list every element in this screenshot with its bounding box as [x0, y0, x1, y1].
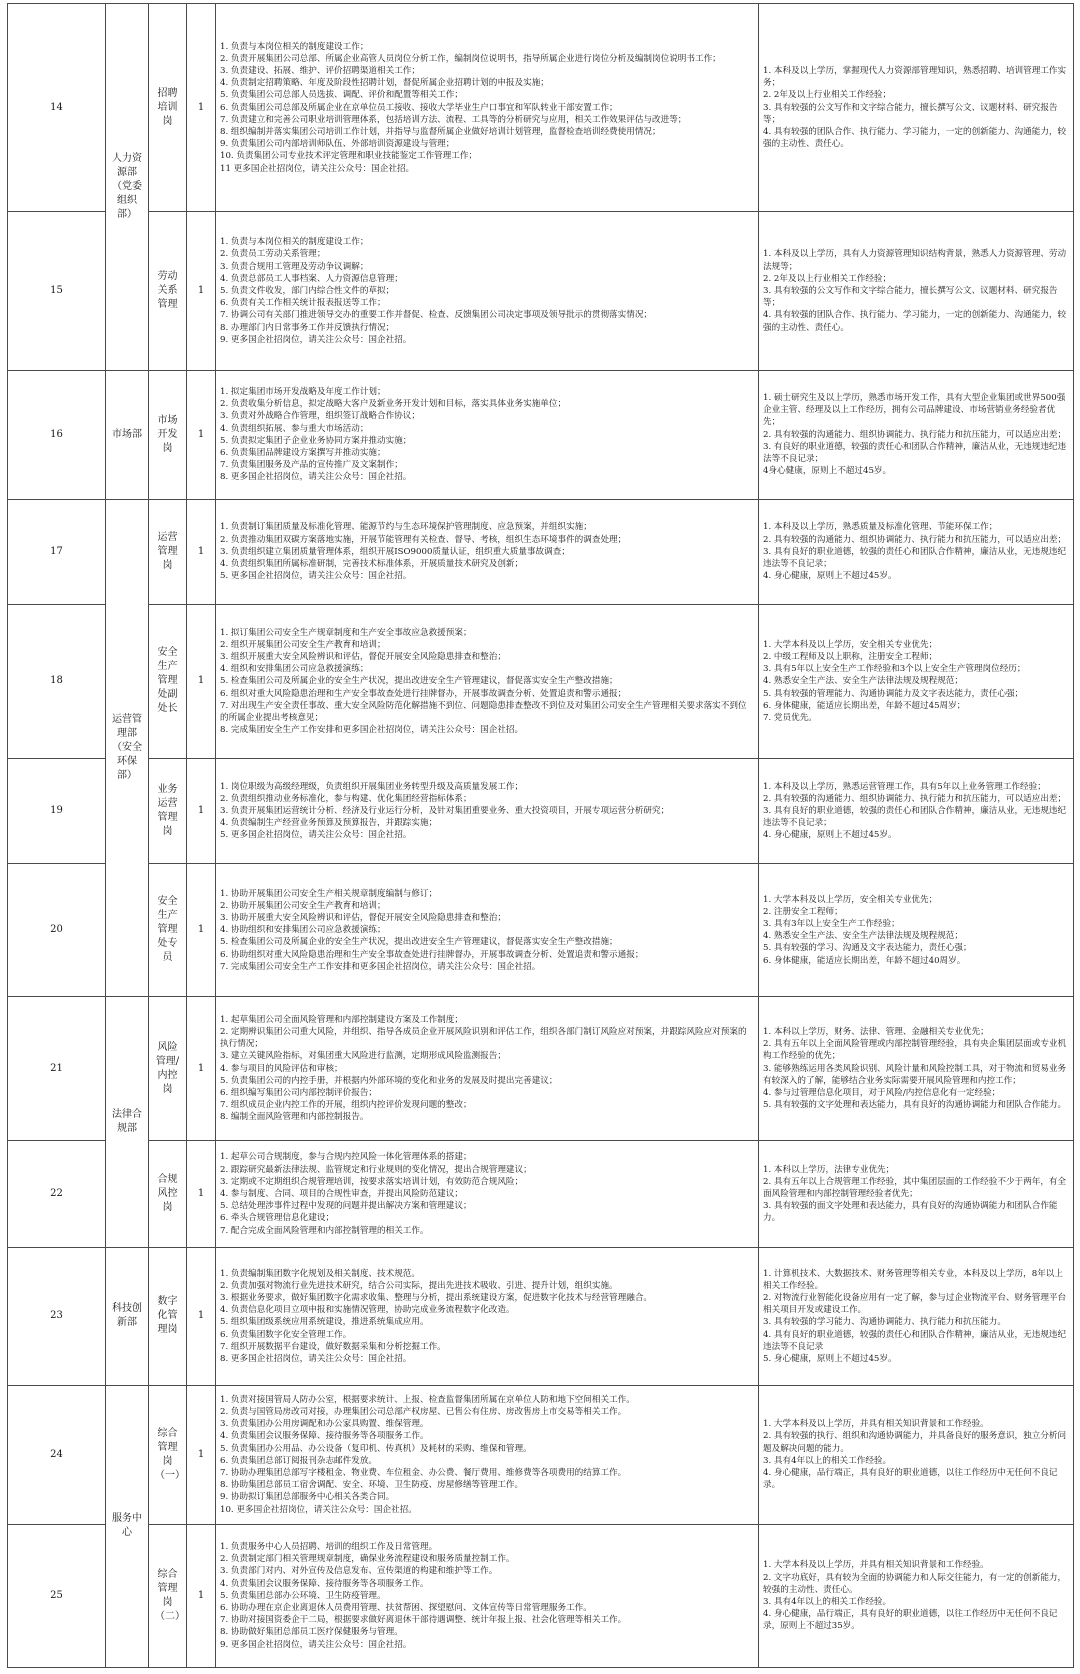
department-cell: 法律合规部 — [106, 997, 149, 1248]
requirements-cell — [759, 1385, 1074, 1524]
duty-item: 2. 负责组织推动业务标准化，参与构建、优化集团经营指标体系； — [220, 793, 472, 804]
post-name: 综合管理岗（二） — [149, 1524, 187, 1667]
requirement-item: 3. 具有良好的职业道德，较强的责任心和团队合作精神，廉洁从业，无违规违纪违法等不良记录； — [763, 546, 1067, 569]
requirement-item: 2. 中级工程师及以上职称，注册安全工程师； — [763, 651, 938, 662]
duty-item: 9. 更多国企社招岗位，请关注公众号：国企社招。 — [220, 1639, 412, 1650]
duty-item: 4. 负责编制生产经营业务预算及预算报告，并跟踪实施； — [220, 818, 438, 829]
requirement-item: 4身心健康，原则上不超过45岁。 — [763, 466, 892, 477]
duty-item: 3. 负责对外战略合作管理，组织签订战略合作协议； — [220, 411, 420, 422]
duty-item: 6. 组织对重大风险隐患治理和生产安全事故查处进行挂牌督办，开展事故调查分析、处置追责和警示通报； — [220, 688, 627, 699]
post-name: 安全生产管理处专员 — [149, 864, 187, 997]
requirement-item: 2. 对物流行业智能化设备应用有一定了解，参与过企业物流平台、财务管理平台相关项目开发或建设工作。 — [763, 1293, 1067, 1316]
duty-item: 7. 完成集团公司安全生产工作安排和更多国企社招岗位，请关注公众号：国企社招。 — [220, 961, 541, 972]
requirement-item: 3. 具有较强的学习能力、沟通协调能力、执行能力和抗压能力。 — [763, 1317, 1006, 1328]
requirement-item: 1. 硕士研究生及以上学历，熟悉市场开发工作，具有大型企业集团或世界500强企业主管、经理及以上工作经历，拥有公司品牌建设、市场营销业务经验者优先； — [763, 393, 1066, 428]
post-name: 招聘培训岗 — [149, 4, 187, 212]
headcount: 1 — [187, 997, 216, 1141]
duty-item: 1. 负责编制集团数字化规划及相关制度、技术规范。 — [220, 1268, 420, 1279]
requirement-item: 4. 身心健康，原则上不超过45岁。 — [763, 571, 897, 582]
duty-item: 5. 更多国企社招岗位，请关注公众号：国企社招。 — [220, 571, 412, 582]
headcount: 1 — [187, 1248, 216, 1386]
requirement-item: 4. 身心健康，原则上不超过45岁。 — [763, 830, 897, 841]
row-number: 24 — [8, 1385, 106, 1524]
duties-cell — [216, 370, 759, 499]
row-number: 22 — [8, 1141, 106, 1248]
duty-item: 7. 组织成员企业内控工作的开展，组织内控评价发现问题的整改； — [220, 1100, 472, 1111]
requirement-item: 4. 具有较强的团队合作、执行能力、学习能力，一定的创新能力、沟通能力，较强的主动性、责任心。 — [763, 126, 1067, 150]
duty-item: 1. 起草集团公司全面风险管理和内部控制建设方案及工作制度； — [220, 1014, 463, 1025]
table-row — [8, 370, 1074, 499]
requirements-cell — [759, 4, 1074, 212]
requirement-item: 4. 身心健康，品行端正，具有良好的职业道德，以往工作经历中无任何不良记录。 — [763, 1468, 1058, 1491]
requirement-item: 1. 本科及以上学历，熟悉质量及标准化管理、节能环保工作； — [763, 522, 998, 533]
table-row — [8, 212, 1074, 371]
requirement-item: 2. 具有较强的沟通能力、组织协调能力、执行能力和抗压能力，可以适应出差； — [763, 534, 1067, 545]
requirement-item: 5. 具有较强的文字处理和表达能力，具有良好的沟通协调能力和团队合作能力。 — [763, 1100, 1067, 1111]
duties-cell — [216, 1385, 759, 1524]
requirement-item: 6. 身体健康，能适应长期出差，年龄不超过45周岁； — [763, 700, 966, 711]
duty-item: 3. 负责开展集团运营统计分析、经济及行业运行分析，及针对集团重要业务、重大投资项目，开展专项运营分析研究； — [220, 805, 670, 816]
duty-item: 5. 负责文件收发，部门内综合性文件的草拟； — [220, 286, 395, 297]
duty-item: 9. 协助拟订集团总部服务中心相关各类合同。 — [220, 1492, 395, 1503]
department-cell: 运营管理部（安全环保部） — [106, 499, 149, 997]
requirement-item: 3. 具有较强的公文写作和文字综合能力，擅长撰写公文、议题材料、研究报告等； — [763, 102, 1058, 125]
duty-item: 4. 负责信息化项目立项申报和实施情况管理，协助完成业务流程数字化改造。 — [220, 1305, 515, 1316]
duties-cell — [216, 499, 759, 605]
duty-item: 6. 负责集团品牌建设方案撰写并推动实施； — [220, 447, 386, 458]
duty-item: 2. 负责加强对物流行业先进技术研究，结合公司实际，提出先进技术吸收、引进、提升计划，组织实施。 — [220, 1280, 618, 1291]
table-row — [8, 1141, 1074, 1248]
duty-item: 8. 协助做好集团总部员工医疗保健服务与管理。 — [220, 1627, 403, 1638]
requirement-item: 2. 具有较强的执行、组织和沟通协调能力，并具备良好的服务意识，独立分析问题及解决问题的能力。 — [763, 1431, 1067, 1454]
duty-item: 3. 负责组织建立集团质量管理体系，组织开展ISO9000质量认证，组织重大质量事故调查； — [220, 546, 570, 557]
requirement-item: 3. 具有4年以上的相关工作经验。 — [763, 1455, 892, 1466]
duty-item: 6. 负责集团总部订阅报刊杂志邮件发放。 — [220, 1455, 378, 1466]
duty-item: 3. 根据业务要求，做好集团数字化需求收集、整理与分析，提出系统建设方案，促进数字化技术与经营管理融合。 — [220, 1293, 653, 1304]
duty-item: 3. 定期或不定期组织合规管理培训，按要求落实培训计划，有效防范合规风险； — [220, 1176, 524, 1187]
duty-item: 3. 负责建设、拓展、维护、评价招聘渠道相关工作； — [220, 65, 420, 76]
duty-item: 7. 组织开展数据平台建设，做好数据采集和分析挖掘工作。 — [220, 1341, 446, 1352]
requirements-cell — [759, 212, 1074, 371]
duty-item: 5. 负责集团公司的内控手册，并根据内外部环境的变化和业务的发展及时提出完善建议； — [220, 1075, 558, 1086]
requirement-item: 3. 具有较强的公文写作和文字综合能力，擅长撰写公文、议题材料、研究报告等； — [763, 286, 1058, 309]
row-number: 15 — [8, 212, 106, 371]
duty-item: 5. 总结处理涉事件过程中发现的问题并提出解决方案和管理建议； — [220, 1201, 472, 1212]
duty-item: 2. 跟踪研究最新法律法规、监管规定和行业规则的变化情况，提出合规管理建议； — [220, 1164, 532, 1175]
post-name: 运营管理岗 — [149, 499, 187, 605]
requirement-item: 1. 大学本科及以上学历，并具有相关知识背景和工作经验。 — [763, 1419, 989, 1430]
duty-item: 3. 负责集团办公用房调配和办公家具购置、维保管理。 — [220, 1419, 429, 1430]
department-cell: 服务中心 — [106, 1385, 149, 1667]
post-name: 业务运营管理岗 — [149, 758, 187, 864]
duty-item: 4. 参与项目的风险评估和审核； — [220, 1063, 343, 1074]
headcount: 1 — [187, 4, 216, 212]
requirements-cell — [759, 1141, 1074, 1248]
requirement-item: 3. 具有5年以上安全生产工作经验和3个以上安全生产管理岗位经历； — [763, 664, 1026, 675]
headcount: 1 — [187, 1524, 216, 1667]
duty-item: 8. 组织编制并落实集团公司培训工作计划，并指导与监督所属企业做好培训计划管理，监督检查培训经费使用情况； — [220, 126, 661, 137]
duty-item: 6. 负责集团公司总部及所属企业在京单位员工接收、接收大学毕业生户口事宜和军队转业干部安置工作； — [220, 102, 618, 113]
duty-item: 9. 更多国企社招岗位，请关注公众号：国企社招。 — [220, 334, 412, 345]
row-number: 14 — [8, 4, 106, 212]
duty-item: 3. 负责合规用工管理及劳动争议调解； — [220, 261, 369, 272]
headcount: 1 — [187, 212, 216, 371]
requirement-item: 3. 具有良好的职业道德，较强的责任心和团队合作精神，廉洁从业，无违规违纪违法等不良记录； — [763, 805, 1067, 829]
duty-item: 1. 负责与本岗位相关的制度建设工作； — [220, 41, 369, 52]
duties-cell — [216, 997, 759, 1141]
duties-cell — [216, 1141, 759, 1248]
duty-item: 10. 负责集团公司专业技术评定管理和职业技能鉴定工作管理工作； — [220, 151, 478, 162]
duty-item: 8. 编制全面风险管理和内部控制报告。 — [220, 1112, 369, 1123]
table-row — [8, 864, 1074, 997]
requirement-item: 4. 具有良好的职业道德，较强的责任心和团队合作精神，廉洁从业，无违规违纪违法等不良记录 — [763, 1329, 1067, 1352]
duty-item: 10. 更多国企社招岗位，请关注公众号：国企社招。 — [220, 1504, 417, 1515]
table-row — [8, 1524, 1074, 1667]
post-name: 市场开发岗 — [149, 370, 187, 499]
duties-cell — [216, 864, 759, 997]
requirement-item: 7. 党员优先。 — [763, 712, 817, 723]
duty-item: 2. 定期辨识集团公司重大风险，并组织、指导各成员企业开展风险识别和评估工作，组织各部门制订风险应对预案，并跟踪风险应对预案的执行情况； — [220, 1026, 747, 1050]
table-row — [8, 1385, 1074, 1524]
duty-item: 8. 办理部门内日常事务工作并反馈执行情况； — [220, 322, 395, 333]
duty-item: 7. 协调公司有关部门推进领导交办的重要工作并督促、检查、反馈集团公司决定事项及领导批示的贯彻落实情况； — [220, 310, 653, 321]
requirement-item: 6. 身体健康，能适应长期出差，年龄不超过40周岁。 — [763, 955, 966, 966]
duty-item: 6. 牵头合规管理信息化建设； — [220, 1213, 335, 1224]
duty-item: 8. 协助集团总部员工宿舍调配、安全、环境、卫生防疫、房屋修缮等管理工作。 — [220, 1480, 524, 1491]
requirement-item: 2. 具有较强的沟通能力、组织协调能力、执行能力和抗压能力，可以适应出差； — [763, 793, 1067, 804]
recruitment-table — [7, 3, 1074, 1668]
headcount: 1 — [187, 370, 216, 499]
duty-item: 1. 起草公司合规制度，参与合规内控风险一体化管理体系的搭建； — [220, 1152, 472, 1163]
duty-item: 4. 参与制度、合同、项目的合规性审查，并提出风险防范建议； — [220, 1189, 463, 1200]
requirements-cell — [759, 1524, 1074, 1667]
post-name: 数字化管理岗 — [149, 1248, 187, 1386]
duty-item: 4. 负责总部员工人事档案、人力资源信息管理； — [220, 273, 403, 284]
department-cell: 科技创新部 — [106, 1248, 149, 1386]
duty-item: 4. 组织和安排集团公司应急救援演练； — [220, 664, 369, 675]
duty-item: 8. 更多国企社招岗位，请关注公众号：国企社招。 — [220, 1354, 412, 1365]
duty-item: 3. 建立关键风险指标，对集团重大风险进行监测，定期形成风险监测报告； — [220, 1051, 506, 1062]
duty-item: 3. 协助开展重大安全风险辨识和评估，督促开展安全风险隐患排查和整治； — [220, 912, 506, 923]
duty-item: 5. 负责拟定集团子企业业务协同方案并推动实施； — [220, 435, 412, 446]
post-name: 综合管理岗（一） — [149, 1385, 187, 1524]
headcount: 1 — [187, 864, 216, 997]
requirements-cell — [759, 1248, 1074, 1386]
duty-item: 5. 负责集团公司总部人员选拔、调配、评价和配置等相关工作； — [220, 90, 463, 101]
duty-item: 4. 负责集团会议服务保障、接待服务等各项服务工作。 — [220, 1431, 429, 1442]
headcount: 1 — [187, 499, 216, 605]
duty-item: 6. 负责有关工作相关统计报表报送等工作； — [220, 298, 386, 309]
duties-cell — [216, 1248, 759, 1386]
duty-item: 1. 负责与本岗位相关的制度建设工作； — [220, 237, 369, 248]
duty-item: 4. 负责组织拓展、参与重大市场活动； — [220, 423, 369, 434]
duty-item: 5. 负责集团办公用品、办公设备（复印机、传真机）及耗材的采购、维保和管理。 — [220, 1443, 532, 1454]
duty-item: 6. 组织编写集团公司内部控制评价报告； — [220, 1088, 378, 1098]
requirements-cell — [759, 864, 1074, 997]
requirement-item: 1. 大学本科及以上学历，安全相关专业优先； — [763, 894, 938, 905]
requirements-cell — [759, 758, 1074, 864]
requirement-item: 2. 具有较强的沟通能力、组织协调能力、执行能力和抗压能力，可以适应出差； — [763, 429, 1067, 440]
requirement-item: 4. 身心健康，品行端正，具有良好的职业道德，以往工作经历中无任何不良记录，原则上不超过35岁。 — [763, 1609, 1058, 1632]
department-cell: 市场部 — [106, 370, 149, 499]
duty-item: 1. 协助开展集团公司安全生产相关规章制度编制与修订； — [220, 888, 438, 899]
duties-cell — [216, 758, 759, 864]
duty-item: 4. 负责集团会议服务保障、接待服务等各项服务工作。 — [220, 1578, 429, 1589]
row-number: 17 — [8, 499, 106, 605]
duty-item: 2. 负责制定部门相关管理规章制度，确保业务流程建设和服务质量控制工作。 — [220, 1554, 515, 1565]
duty-item: 2. 组织开展集团公司安全生产教育和培训； — [220, 639, 386, 650]
requirement-item: 1. 本科及以上学历，熟悉运营管理工作，具有5年以上业务管理工作经验； — [763, 781, 1046, 792]
table-row — [8, 499, 1074, 605]
row-number: 18 — [8, 605, 106, 758]
duty-item: 7. 协助办理集团总部写字楼租金、物业费、车位租金、办公费、餐厅费用、维修费等各项费用的结算工作。 — [220, 1468, 627, 1479]
duty-item: 2. 负责推动集团双碳方案落地实施，开展节能管理有关检查、督导、考核，组织生态环境事件的调查处理； — [220, 534, 627, 545]
headcount: 1 — [187, 758, 216, 864]
post-name: 劳动关系管理 — [149, 212, 187, 371]
requirements-cell — [759, 997, 1074, 1141]
table-body — [8, 4, 1074, 1668]
department-cell: 人力资源部（党委组织部） — [106, 4, 149, 371]
requirements-cell — [759, 499, 1074, 605]
duty-item: 5. 组织集团级系统应用系统建设，推进系统集成应用。 — [220, 1317, 429, 1328]
duties-cell — [216, 1524, 759, 1667]
table-row — [8, 4, 1074, 212]
requirement-item: 1. 大学本科及以上学历，并具有相关知识背景和工作经验。 — [763, 1560, 989, 1571]
requirements-cell — [759, 605, 1074, 758]
requirement-item: 2. 具有五年以上合规管理工作经验，其中集团层面的工作经验不少于两年，有全面风险管理和内部控制管理经验者优先； — [763, 1176, 1067, 1200]
requirement-item: 4. 具有较强的团队合作、执行能力、学习能力，一定的创新能力、沟通能力，较强的主动性、责任心。 — [763, 310, 1067, 333]
duties-cell — [216, 605, 759, 758]
requirement-item: 1. 本科及以上学历，具有人力资源管理知识结构背景，熟悉人力资源管理、劳动法规等； — [763, 249, 1067, 272]
duty-item: 7. 负责建立和完善公司职业培训管理体系，包括培训方法、流程、工具等的分析研究与应用，相关工作效果评估与改进等； — [220, 114, 687, 125]
requirement-item: 5. 具有较强的学习、沟通及文字表达能力，责任心强； — [763, 943, 972, 954]
requirement-item: 2. 具有五年以上全面风险管理或内部控制管理经验，具有央企集团层面或专业机构工作经验的优先； — [763, 1039, 1067, 1062]
duty-item: 5. 更多国企社招岗位，请关注公众号：国企社招。 — [220, 830, 412, 841]
requirement-item: 3. 有良好的职业道德，较强的责任心和团队合作精神，廉洁从业，无违规违纪违法等不良记录； — [763, 441, 1067, 465]
duty-item: 6. 协助办理在京企业离退休人员费用管理、扶贫帮困、探望慰问、文体宣传等日常管理服务工作。 — [220, 1603, 592, 1614]
duty-item: 5. 检查集团公司及所属企业的安全生产状况，提出改进安全生产管理建议，督促落实安全生产整改措施； — [220, 676, 618, 687]
headcount: 1 — [187, 1141, 216, 1248]
requirement-item: 2. 文字功底好，具有较为全面的协调能力和人际交往能力，有一定的创新能力，较强的主动性、责任心。 — [763, 1572, 1067, 1595]
requirement-item: 3. 具有3年以上安全生产工作经验； — [763, 919, 900, 930]
duty-item: 2. 协助开展集团公司安全生产教育和培训； — [220, 900, 386, 911]
row-number: 23 — [8, 1248, 106, 1386]
duty-item: 2. 负责员工劳动关系管理； — [220, 249, 326, 260]
duty-item: 6. 协助组织对重大风险隐患治理和生产安全事故查处进行挂牌督办，开展事故调查分析、处置追责和警示通报； — [220, 949, 644, 960]
row-number: 20 — [8, 864, 106, 997]
duties-cell — [216, 212, 759, 371]
duty-item: 4. 负责组织集团所属标准研制，完善技术标准体系，开展质量技术研究及创新； — [220, 559, 524, 569]
requirement-item: 1. 本科以上学历，财务、法律、管理、金融相关专业优先； — [763, 1026, 989, 1037]
requirement-item: 4. 参与过管理信息化项目，对于风险/内控信息化有一定经验； — [763, 1088, 1001, 1098]
row-number: 19 — [8, 758, 106, 864]
requirement-item: 3. 具有较强的面文字处理和表达能力，具有良好的沟通协调能力和团队合作能力。 — [763, 1201, 1058, 1224]
duty-item: 3. 组织开展重大安全风险辨识和评估，督促开展安全风险隐患排查和整治； — [220, 651, 506, 662]
requirement-item: 2. 注册安全工程师； — [763, 906, 843, 917]
table-row — [8, 997, 1074, 1141]
requirements-cell — [759, 370, 1074, 499]
duty-item: 1. 负责对接国管局人防办公室，根据要求统计、上报、检查监督集团所属在京单位人防和地下空间相关工作。 — [220, 1394, 635, 1405]
requirement-item: 1. 计算机技术、大数据技术、财务管理等相关专业，本科及以上学历，8年以上相关工作经验。 — [763, 1268, 1063, 1291]
headcount: 1 — [187, 605, 216, 758]
requirement-item: 3. 具有4年以上的相关工作经验。 — [763, 1596, 892, 1607]
duty-item: 6. 负责集团数字化安全管理工作。 — [220, 1329, 352, 1340]
duty-item: 4. 负责制定招聘策略、年度及阶段性招聘计划，督促所属企业招聘计划的申报及实施； — [220, 78, 549, 89]
row-number: 16 — [8, 370, 106, 499]
row-number: 21 — [8, 997, 106, 1141]
duty-item: 7. 负责集团服务及产品的宣传推广及文案制作； — [220, 460, 403, 471]
requirement-item: 2. 2年及以上行业相关工作经验； — [763, 273, 892, 284]
duty-item: 2. 负责开展集团公司总部、所属企业高管人员岗位分析工作，编制岗位说明书，指导所属企业进行岗位分析及编制岗位说明书工作； — [220, 53, 721, 64]
duty-item: 1. 岗位职级为高级经理级，负责组织开展集团业务转型升级及高质量发展工作； — [220, 781, 524, 792]
requirement-item: 4. 熟悉安全生产法、安全生产法律法规及规程规范； — [763, 931, 963, 942]
headcount: 1 — [187, 1385, 216, 1524]
duty-item: 1. 负责服务中心人员招聘、培训的组织工作及日常管理。 — [220, 1542, 438, 1552]
requirement-item: 5. 身心健康，原则上不超过45岁。 — [763, 1354, 897, 1365]
post-name: 合规风控岗 — [149, 1141, 187, 1248]
duty-item: 1. 负责制订集团质量及标准化管理、能源节约与生态环境保护管理制度、应急预案，并组织实施； — [220, 522, 592, 533]
duty-item: 5. 负责集团总部办公环境、卫生防疫管理。 — [220, 1590, 386, 1601]
duty-item: 11 更多国企社招岗位，请关注公众号：国企社招。 — [220, 163, 415, 174]
requirement-item: 3. 能够熟练运用各类风险识别、风险计量和风险控制工具，对于物流和贸易业务有较深入的了解，能够结合业务实际需要开展风险管理和内控工作； — [763, 1063, 1067, 1086]
duty-item: 7. 协助对接国资委企干二局，根据要求做好离退休干部待遇调整、统计年报上报、社会化管理等相关工作。 — [220, 1615, 627, 1626]
requirement-item: 2. 2年及以上行业相关工作经验； — [763, 90, 892, 101]
requirement-item: 5. 具有较强的管理能力、沟通协调能力及文字表达能力，责任心强； — [763, 688, 1024, 699]
duty-item: 8. 更多国企社招岗位，请关注公众号：国企社招。 — [220, 472, 412, 483]
duty-item: 7. 对出现生产安全责任事故、重大安全风险防范化解措施不到位、问题隐患排查整改不到位及对集团公司安全生产管理相关要求落实不到位的所属企业提出考核意见； — [220, 700, 747, 723]
row-number: 25 — [8, 1524, 106, 1667]
duties-cell — [216, 4, 759, 212]
duty-item: 4. 协助组织和安排集团公司应急救援演练； — [220, 925, 386, 936]
requirement-item: 1. 本科及以上学历，掌握现代人力资源部管理知识，熟悉招聘、培训管理工作实务； — [763, 65, 1067, 89]
post-name: 风险管理/内控岗 — [149, 997, 187, 1141]
post-name: 安全生产管理处副处长 — [149, 605, 187, 758]
table-row — [8, 758, 1074, 864]
duty-item: 9. 负责集团公司内部培训师队伍、外部培训资源建设与管理； — [220, 139, 455, 150]
duty-item: 1. 拟定集团市场开发战略及年度工作计划； — [220, 386, 386, 397]
duty-item: 2. 负责收集分析信息，拟定战略大客户及新业务开发计划和目标，落实具体业务实施单位； — [220, 399, 567, 410]
duty-item: 3. 负责部门对内、对外宣传及信息发布、宣传渠道的构建和维护等工作。 — [220, 1566, 498, 1577]
requirement-item: 1. 大学本科及以上学历，安全相关专业优先； — [763, 639, 938, 650]
duty-item: 5. 检查集团公司及所属企业的安全生产状况，提出改进安全生产管理建议，督促落实安全生产整改措施； — [220, 937, 618, 948]
table-row — [8, 605, 1074, 758]
requirement-item: 4. 熟悉安全生产法、安全生产法律法规及规程规范； — [763, 676, 963, 687]
duty-item: 1. 拟订集团公司安全生产规章制度和生产安全事故应急救援预案； — [220, 627, 472, 638]
duty-item: 2. 负责与国管局房改司对接，办理集团公司总部产权房屋、已售公有住房、房改售房上市交易等相关工作。 — [220, 1407, 627, 1418]
duty-item: 7. 配合完成全面风险管理和内部控制管理的相关工作。 — [220, 1225, 429, 1236]
requirement-item: 1. 本科以上学历，法律专业优先； — [763, 1164, 895, 1175]
table-row — [8, 1248, 1074, 1386]
duty-item: 8. 完成集团安全生产工作安排和更多国企社招岗位，请关注公众号：国企社招。 — [220, 725, 524, 736]
